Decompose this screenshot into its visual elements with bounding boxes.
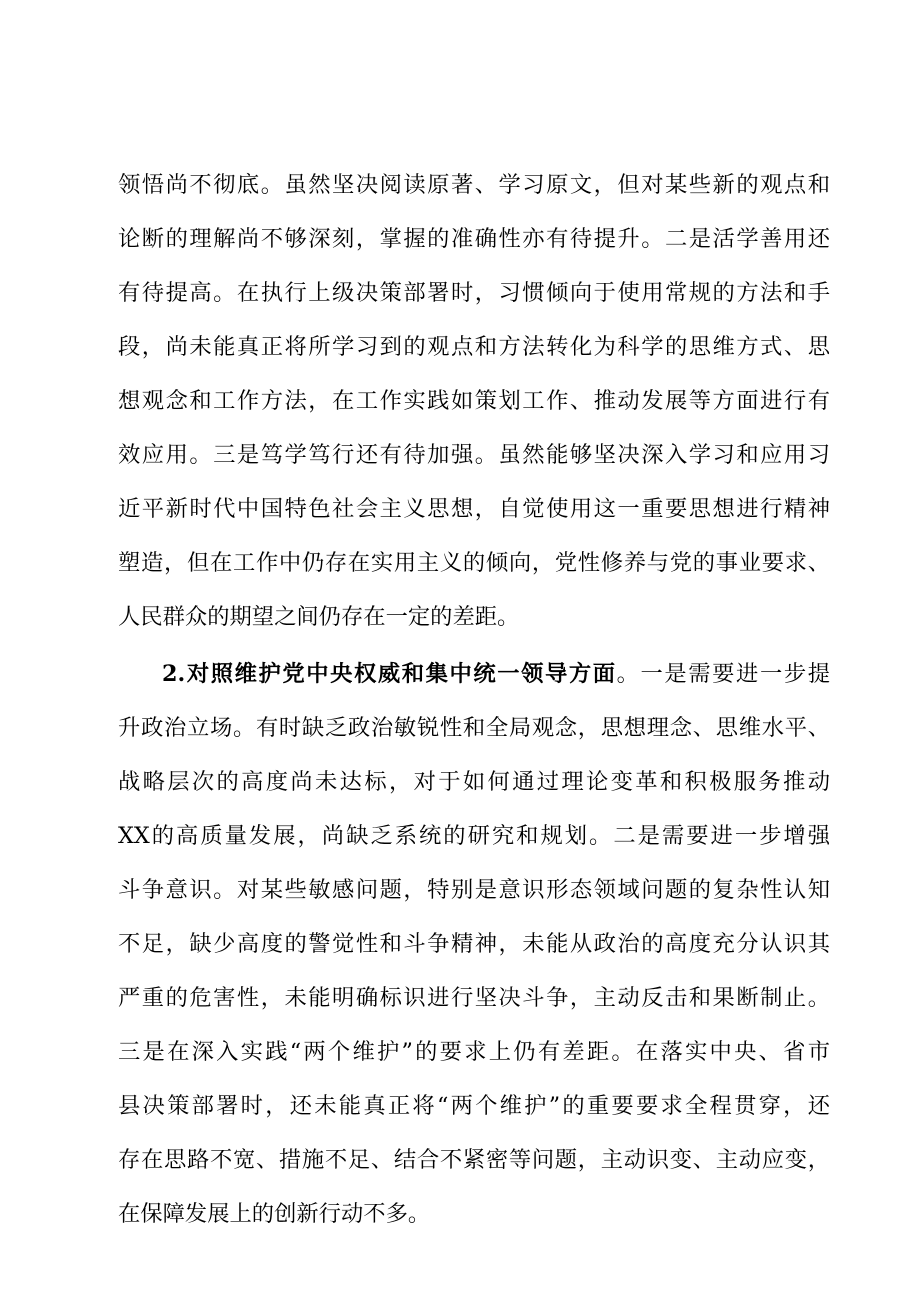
paragraph-1-line-3: 有待提高。在执行上级决策部署时，习惯倾向于使用常规的方法和手 <box>118 280 830 306</box>
paragraph-2-line-4: XX的高质量发展，尚缺乏系统的研究和规划。二是需要进一步增强 <box>118 823 830 849</box>
paragraph-2-line-8: 三是在深入实践“两个维护”的要求上仍有差距。在落实中央、省市 <box>118 1039 830 1065</box>
paragraph-1-line-7: 近平新时代中国特色社会主义思想，自觉使用这一重要思想进行精神 <box>118 496 830 522</box>
paragraph-1-line-8: 塑造，但在工作中仍存在实用主义的倾向，党性修养与党的事业要求、 <box>118 550 830 576</box>
paragraph-2-line-11: 在保障发展上的创新行动不多。 <box>118 1201 431 1227</box>
paragraph-2-line-5: 斗争意识。对某些敏感问题，特别是意识形态领域问题的复杂性认知 <box>118 877 830 903</box>
paragraph-2-line-6: 不足，缺少高度的警觉性和斗争精神，未能从政治的高度充分认识其 <box>118 931 830 957</box>
paragraph-2-line-10: 存在思路不宽、措施不足、结合不紧密等问题，主动识变、主动应变， <box>118 1147 830 1173</box>
section-heading-rest: 。一是需要进一步提 <box>616 661 830 687</box>
paragraph-2-line-7: 严重的危害性，未能明确标识进行坚决斗争，主动反击和果断制止。 <box>118 985 830 1011</box>
paragraph-1-line-6: 效应用。三是笃学笃行还有待加强。虽然能够坚决深入学习和应用习 <box>118 442 830 468</box>
paragraph-1-line-1: 领悟尚不彻底。虽然坚决阅读原著、学习原文，但对某些新的观点和 <box>118 172 830 198</box>
paragraph-2-line-3: 战略层次的高度尚未达标，对于如何通过理论变革和积极服务推动 <box>118 769 830 795</box>
paragraph-2-line-2: 升政治立场。有时缺乏政治敏锐性和全局观念，思想理念、思维水平、 <box>118 715 830 741</box>
paragraph-1-line-9: 人民群众的期望之间仍存在一定的差距。 <box>118 604 520 630</box>
paragraph-1-line-5: 想观念和工作方法，在工作实践如策划工作、推动发展等方面进行有 <box>118 388 830 414</box>
section-heading: 2.对照维护党中央权威和集中统一领导方面 <box>162 661 617 687</box>
paragraph-2-line-9: 县决策部署时，还未能真正将“两个维护”的重要要求全程贯穿，还 <box>118 1093 830 1119</box>
paragraph-1-line-2: 论断的理解尚不够深刻，掌握的准确性亦有待提升。二是活学善用还 <box>118 226 830 252</box>
paragraph-1-line-4: 段，尚未能真正将所学习到的观点和方法转化为科学的思维方式、思 <box>118 334 830 360</box>
paragraph-2-line-1 <box>162 647 830 701</box>
